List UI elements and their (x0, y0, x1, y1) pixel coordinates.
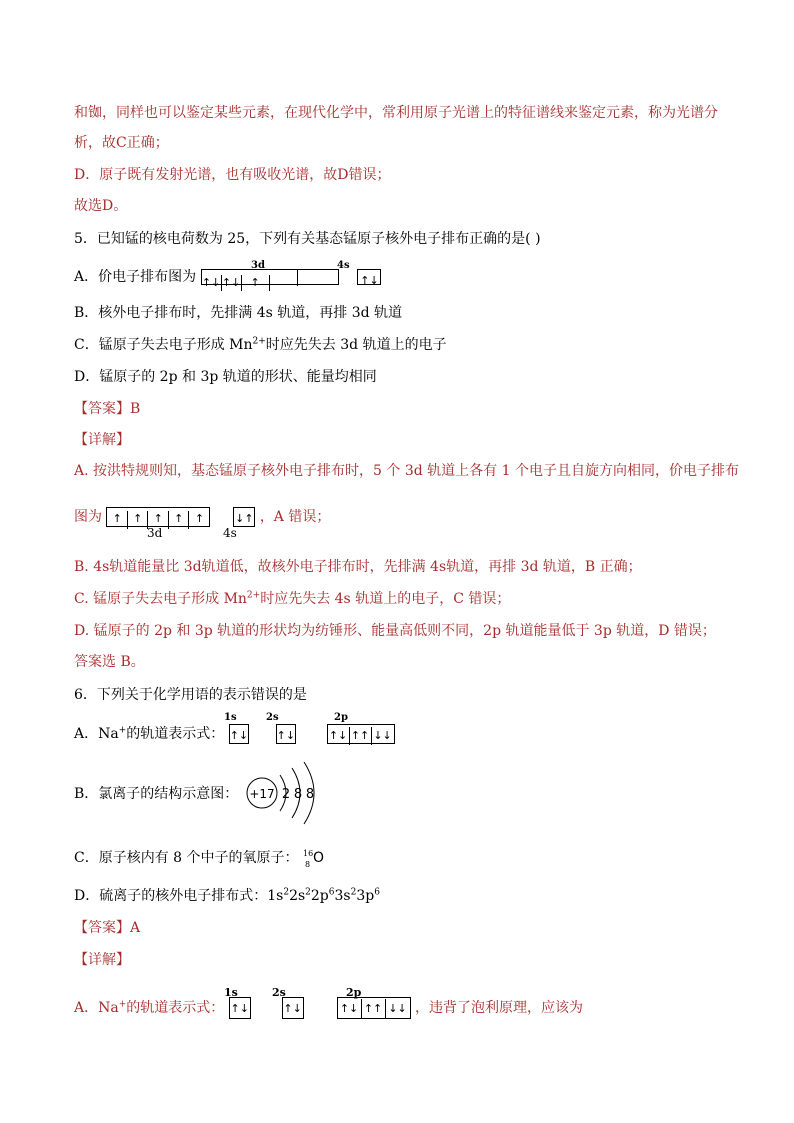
orbital-cell (298, 270, 338, 286)
orbital-cell: ↑↓ (201, 276, 221, 289)
detail-6a-pre: A．Na (74, 1000, 119, 1016)
label-4s: 4s (337, 260, 350, 271)
orbital-cell (270, 270, 298, 286)
config-superscript: 2 (283, 887, 290, 898)
detail-5c-pre: C. 锰原子失去电子形成 Mn (74, 591, 247, 607)
label-1s-detail: 1s (224, 986, 238, 999)
detail-5d: D. 锰原子的 2p 和 3p 轨道的形状均为纺锤形、能量高低则不同，2p 轨道能量低于 3p 轨道，D 错误； (74, 623, 716, 639)
label-1s: 1s (224, 712, 237, 723)
detail-5b: B. 4s轨道能量比 3d轨道低，故核外电子排布时，先排满 4s轨道，再排 3d 轨道，B 正确； (74, 559, 642, 575)
selection-5: 答案选 B。 (74, 654, 145, 670)
option-6a-pre: A．Na (74, 726, 119, 742)
orbital-cell: ↑ (148, 511, 169, 529)
orbital-cell: ↑ (194, 512, 205, 525)
atomic-number: 8 (304, 860, 311, 869)
charge-superscript: + (118, 725, 127, 736)
config-superscript: 6 (374, 887, 380, 898)
label-2s-detail: 2s (272, 986, 286, 999)
label-2s: 2s (266, 712, 279, 723)
orbital-cell: ↑↑ (362, 999, 386, 1019)
config-superscript: 2 (350, 887, 357, 898)
orbital-cell: ↓↓ (388, 1002, 407, 1015)
option-5c-pre: C．锰原子失去电子形成 Mn (74, 337, 253, 353)
config-superscript: 6 (328, 887, 335, 898)
orbital-box-2p-detail (337, 997, 411, 1019)
question-6: 6．下列关于化学用语的表示错误的是 (74, 687, 307, 703)
orbital-box-1s (229, 724, 249, 744)
config-term: 3p (356, 888, 375, 904)
text-line-4: 故选D。 (74, 198, 128, 214)
orbital-cell: ↑↓ (276, 729, 296, 742)
text-line-2: 析，故C正确； (74, 135, 169, 151)
detail-6a (74, 997, 583, 1019)
option-6d (74, 886, 380, 906)
detail-5a-post: ，A 错误； (259, 509, 331, 525)
orbital-cell: ↑↑ (350, 727, 372, 745)
shell-count: 8 (305, 787, 315, 802)
orbital-box-3d-correct (106, 507, 210, 527)
config-term: 2s (289, 888, 306, 904)
detail-6-heading: 【详解】 (74, 952, 130, 968)
config-term: 2p (310, 888, 329, 904)
option-5c (74, 335, 447, 355)
option-5a-label: A．价电子排布图为 (74, 269, 197, 285)
config-term: 3s (334, 888, 351, 904)
text-line-3: D．原子既有发射光谱，也有吸收光谱，故D错误； (74, 167, 391, 183)
orbital-cell: ↑↓ (221, 276, 241, 289)
charge-superscript: + (118, 999, 127, 1010)
element-symbol: O (312, 850, 325, 866)
orbital-cell: ↓↓ (373, 729, 392, 742)
answer-6: 【答案】A (74, 920, 141, 936)
orbital-cell: ↑↓ (229, 729, 249, 742)
label-2p-detail: 2p (346, 986, 362, 999)
config-superscript: 2 (305, 887, 311, 898)
label-4s-correct: 4s (223, 526, 237, 540)
mass-number: 16 (302, 849, 314, 858)
charge-superscript: 2+ (246, 590, 261, 601)
orbital-cell: ↑ (107, 511, 128, 529)
oxygen-isotope (303, 848, 329, 868)
option-5d: D．锰原子的 2p 和 3p 轨道的形状、能量均相同 (74, 369, 377, 385)
orbital-box-4s-correct (233, 507, 255, 527)
option-6c (74, 848, 329, 868)
detail-5a: A. 按洪特规则知，基态锰原子核外电子排布时，5 个 3d 轨道上各有 1 个电子且自旋方向相同，价电子排布 (74, 463, 739, 479)
charge-superscript: 2+ (252, 336, 266, 347)
shell-count: 2 (281, 787, 291, 802)
option-6a (74, 724, 395, 744)
shell-count: 8 (293, 787, 303, 802)
orbital-cell: ↓↑ (235, 512, 254, 525)
label-3d-correct: 3d (147, 526, 163, 540)
answer-5: 【答案】B (74, 401, 141, 417)
orbital-cell: ↑↓ (230, 1002, 249, 1015)
label-3d: 3d (251, 260, 265, 271)
detail-5a-diagram (74, 507, 330, 527)
orbital-cell: ↑↓ (328, 727, 350, 745)
orbital-cell: ↑ (242, 275, 270, 291)
detail-6a-post: 的轨道表示式： (126, 1000, 225, 1016)
option-5b: B．核外电子排布时，先排满 4s 轨道，再排 3d 轨道 (74, 305, 403, 321)
option-6c-label: C．原子核内有 8 个中子的氧原子： (74, 850, 299, 866)
label-2p: 2p (334, 712, 348, 723)
detail-5a-pre: 图为 (74, 509, 102, 525)
orbital-box-2s-detail (282, 997, 304, 1019)
orbital-cell: ↑ (128, 511, 149, 529)
detail-5c-post: 时应先失去 4s 轨道上的电子，C 错误； (260, 591, 511, 607)
detail-5-heading: 【详解】 (74, 432, 130, 448)
option-6a-post: 的轨道表示式： (126, 726, 225, 742)
detail-6a-tail: ，违背了泡利原理，应该为 (414, 1000, 583, 1016)
option-5c-post: 时应先失去 3d 轨道上的电子 (265, 337, 447, 353)
option-5a (74, 267, 381, 287)
orbital-box-2p (327, 724, 395, 744)
orbital-cell: ↑ (169, 511, 190, 529)
orbital-box-2s (276, 724, 296, 744)
text-line-1: 和铷，同样也可以鉴定某些元素，在现代化学中，常利用原子光谱上的特征谱线来鉴定元素，称为光谱分 (74, 105, 718, 121)
orbital-cell: ↑↓ (360, 274, 379, 287)
orbital-box-4s (357, 269, 381, 285)
chloride-ion-diagram (240, 760, 330, 830)
question-5: 5．已知锰的核电荷数为 25，下列有关基态锰原子核外电子排布正确的是( ) (74, 231, 541, 247)
nucleus-charge: +17 (249, 787, 275, 801)
orbital-cell: ↑↓ (338, 999, 362, 1019)
detail-5c (74, 589, 510, 609)
orbital-cell: ↑↓ (283, 1002, 302, 1015)
orbital-box-1s-detail (229, 997, 251, 1019)
option-6d-label: D．硫离子的核外电子排布式：1s (74, 888, 284, 904)
orbital-box-3d (201, 269, 339, 289)
option-6b: B．氯离子的结构示意图： (74, 786, 239, 802)
